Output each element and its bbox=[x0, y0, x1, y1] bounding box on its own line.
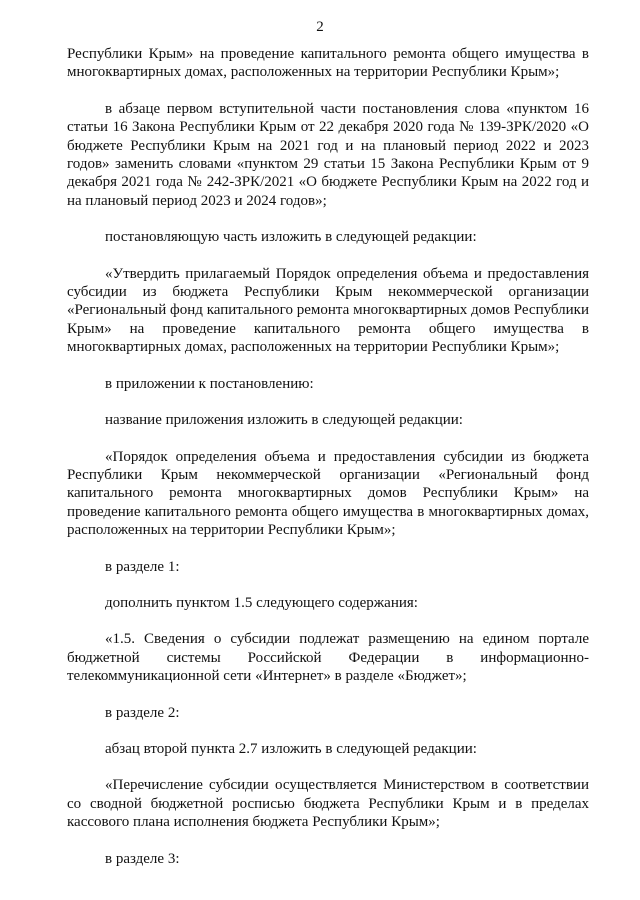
paragraph-add-item-1-5: дополнить пунктом 1.5 следующего содержания: bbox=[105, 594, 418, 611]
paragraph-item-1-5: «1.5. Сведения о субсидии подлежат размещению на едином портале бюджетной системы Российской Федерации в информационно-телекоммуникационной сети «Интернет» в разделе «Бюджет»; bbox=[67, 631, 589, 685]
paragraph-intro-amendment: в абзаце первом вступительной части постановления слова «пунктом 16 статьи 16 Закона Республики Крым от 22 декабря 2020 года № 139-ЗРК/2020 «О бюджете Республики Крым на 2021 год и на плановый период 2022 и 2023 годов» заменить словами «пунктом 29 статьи 15 Закона Республики Крым от 9 декабря 2021 года № 242-ЗРК/2021 «О бюджете Республики Крым на 2022 год и на плановый период 2023 и 2024 годов»; bbox=[67, 100, 589, 209]
paragraph-annex-title: «Порядок определения объема и предоставления субсидии из бюджета Республики Крым некоммерческой организации «Региональный фонд капитального ремонта многоквартирных домов Республики Крым» на проведение капитального ремонта общего имущества в многоквартирных домах, расположенных на территории Республики Крым»; bbox=[67, 448, 589, 539]
paragraph-section-3: в разделе 3: bbox=[105, 850, 180, 867]
document-body bbox=[67, 45, 589, 868]
page-number: 2 bbox=[316, 19, 324, 35]
paragraph-section-2: в разделе 2: bbox=[105, 704, 180, 721]
paragraph-annex-heading: в приложении к постановлению: bbox=[105, 375, 314, 392]
paragraph-section-1: в разделе 1: bbox=[105, 558, 180, 575]
paragraph-annex-title-instruction: название приложения изложить в следующей редакции: bbox=[105, 412, 463, 429]
paragraph-approve-procedure: «Утвердить прилагаемый Порядок определения объема и предоставления субсидии из бюджета Республики Крым некоммерческой организации «Региональный фонд капитального ремонта многоквартирных домов Республики Крым» на проведение капитального ремонта общего имущества в многоквартирных домах, расположенных на территории Республики Крым»; bbox=[67, 265, 589, 356]
paragraph-continuation: Республики Крым» на проведение капитального ремонта общего имущества в многоквартирных домах, расположенных на территории Республики Крым»; bbox=[67, 46, 589, 81]
paragraph-item-2-7: «Перечисление субсидии осуществляется Министерством в соответствии со сводной бюджетной росписью бюджета Республики Крым и в пределах кассового плана исполнения бюджета Республики Крым»; bbox=[67, 777, 589, 831]
paragraph-operative-part: постановляющую часть изложить в следующей редакции: bbox=[105, 229, 477, 246]
paragraph-item-2-7-instruction: абзац второй пункта 2.7 изложить в следующей редакции: bbox=[105, 740, 477, 757]
